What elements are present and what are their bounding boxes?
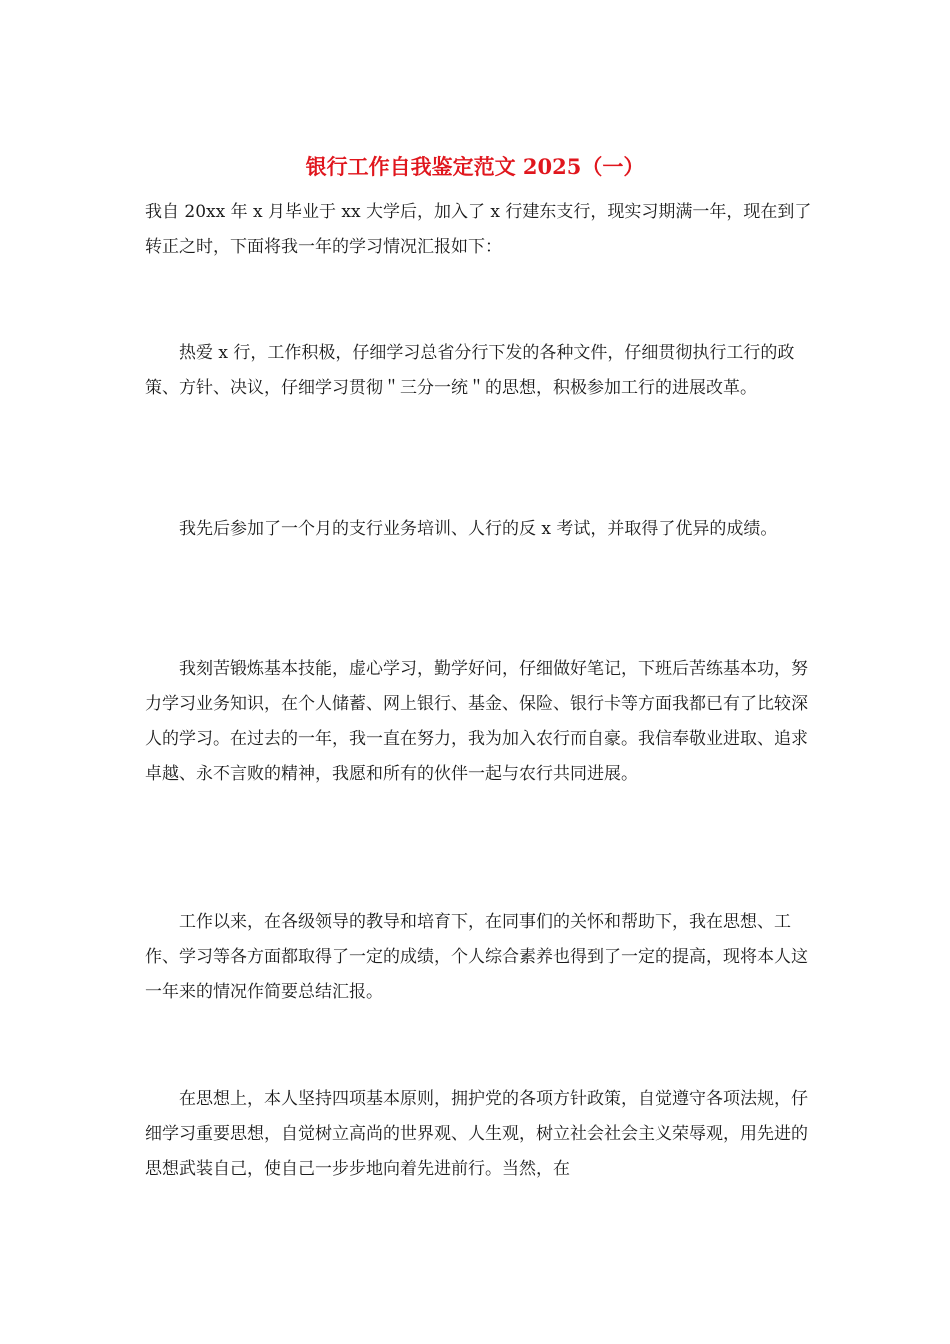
paragraph-skills: 我刻苦锻炼基本技能，虚心学习，勤学好问，仔细做好笔记，下班后苦练基本功，努力学习业务知识，在个人储蓄、网上银行、基金、保险、银行卡等方面我都已有了比较深人的学习。在过去的一年，我一直在努力，我为加入农行而自豪。我信奉敬业进取、追求卓越、永不言败的精神，我愿和所有的伙伴一起与农行共同进展。 [145,659,808,784]
paragraph-intro: 我自 20xx 年 x 月毕业于 xx 大学后，加入了 x 行建东支行，现实习期满一年，现在到了转正之时，下面将我一年的学习情况汇报如下： [145,202,812,257]
document-title: 银行工作自我鉴定范文 2025（一） [305,154,645,179]
paragraph-ideology: 在思想上，本人坚持四项基本原则，拥护党的各项方针政策，自觉遵守各项法规，仔细学习重要思想，自觉树立高尚的世界观、人生观，树立社会社会主义荣辱观，用先进的思想武装自己，使自己一步步地向着先进前行。当然，在 [145,1089,808,1179]
paragraph-training: 我先后参加了一个月的支行业务培训、人行的反 x 考试，并取得了优异的成绩。 [179,519,778,539]
paragraph-love-bank: 热爱 x 行，工作积极，仔细学习总省分行下发的各种文件，仔细贯彻执行工行的政策、方针、决议，仔细学习贯彻＂三分一统＂的思想，积极参加工行的进展改革。 [145,343,795,398]
paragraph-summary: 工作以来，在各级领导的教导和培育下，在同事们的关怀和帮助下，我在思想、工作、学习等各方面都取得了一定的成绩，个人综合素养也得到了一定的提高，现将本人这一年来的情况作简要总结汇报。 [145,912,808,1002]
